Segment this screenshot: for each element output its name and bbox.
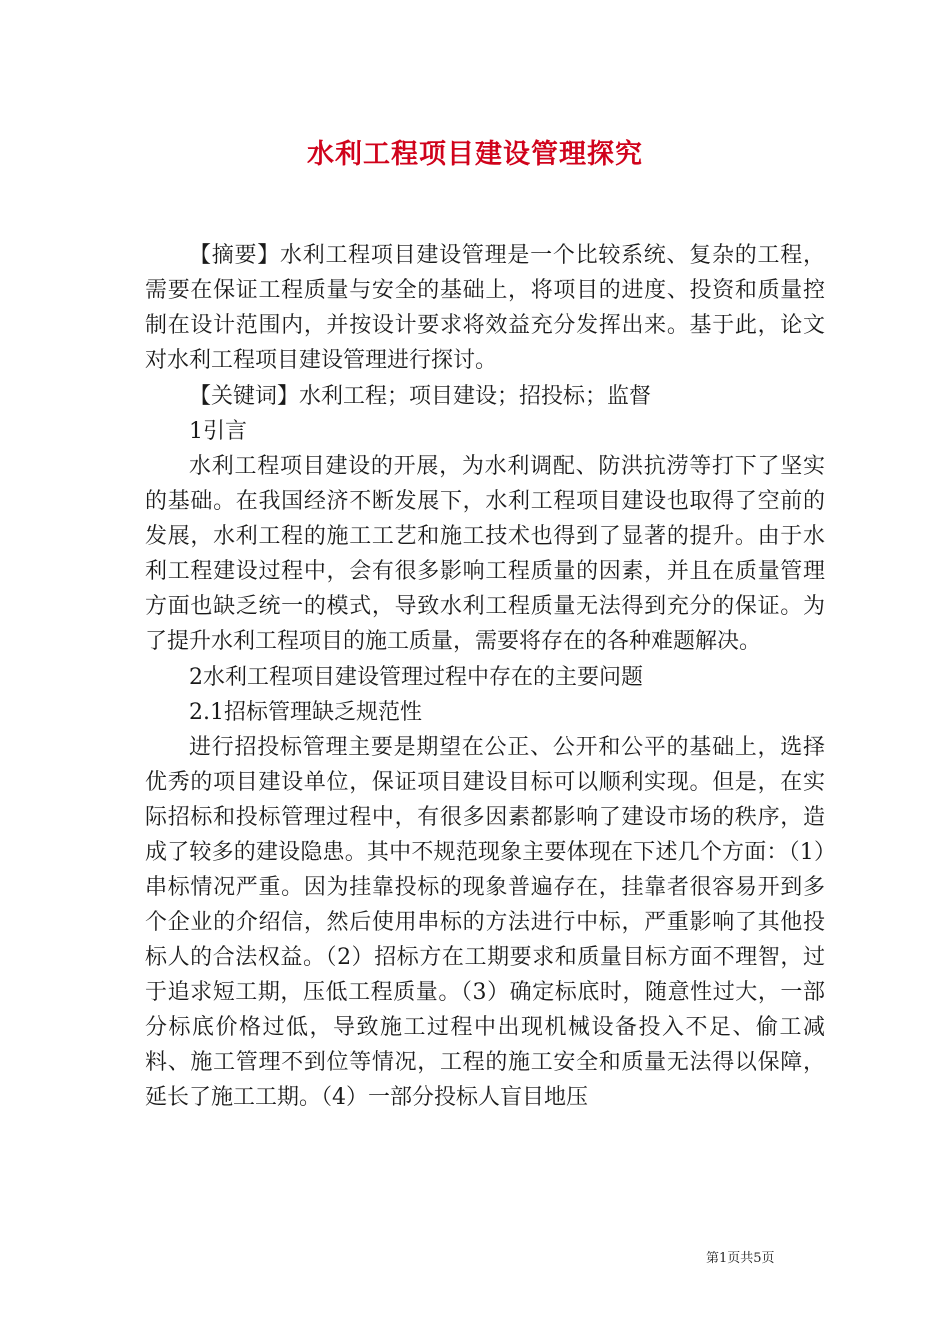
section-heading-1: 1引言 bbox=[189, 419, 247, 444]
intro-paragraph: 水利工程项目建设的开展，为水利调配、防洪抗涝等打下了坚实的基础。在我国经济不断发展下，水利工程项目建设也取得了空前的发展，水利工程的施工工艺和施工技术也得到了显著的提升。由于水利工程建设过程中，会有很多影响工程质量的因素，并且在质量管理方面也缺乏统一的模式，导致水利工程质量无法得到充分的保证。为了提升水利工程项目的施工质量，需要将存在的各种难题解决。 bbox=[145, 454, 825, 654]
page-number: 第1页共5页 bbox=[706, 1251, 775, 1266]
keywords-paragraph: 【关键词】水利工程；项目建设；招投标；监督 bbox=[189, 384, 652, 409]
body-paragraph: 进行招投标管理主要是期望在公正、公开和公平的基础上，选择优秀的项目建设单位，保证项目建设目标可以顺利实现。但是，在实际招标和投标管理过程中，有很多因素都影响了建设市场的秩序，造成了较多的建设隐患。其中不规范现象主要体现在下述几个方面：（1）串标情况严重。因为挂靠投标的现象普遍存在，挂靠者很容易开到多个企业的介绍信，然后使用串标的方法进行中标，严重影响了其他投标人的合法权益。（2）招标方在工期要求和质量目标方面不理智，过于追求短工期，压低工程质量。（3）确定标底时，随意性过大，一部分标底价格过低，导致施工过程中出现机械设备投入不足、偷工减料、施工管理不到位等情况，工程的施工安全和质量无法得以保障，延长了施工工期。（4）一部分投标人盲目地压 bbox=[145, 735, 825, 1110]
subsection-heading-2-1: 2.1招标管理缺乏规范性 bbox=[189, 700, 422, 725]
abstract-paragraph: 【摘要】水利工程项目建设管理是一个比较系统、复杂的工程，需要在保证工程质量与安全的基础上，将项目的进度、投资和质量控制在设计范围内，并按设计要求将效益充分发挥出来。基于此，论文对水利工程项目建设管理进行探讨。 bbox=[145, 243, 825, 373]
section-heading-2: 2水利工程项目建设管理过程中存在的主要问题 bbox=[189, 665, 643, 690]
document-title: 水利工程项目建设管理探究 bbox=[307, 139, 643, 170]
document-body bbox=[145, 238, 825, 1116]
